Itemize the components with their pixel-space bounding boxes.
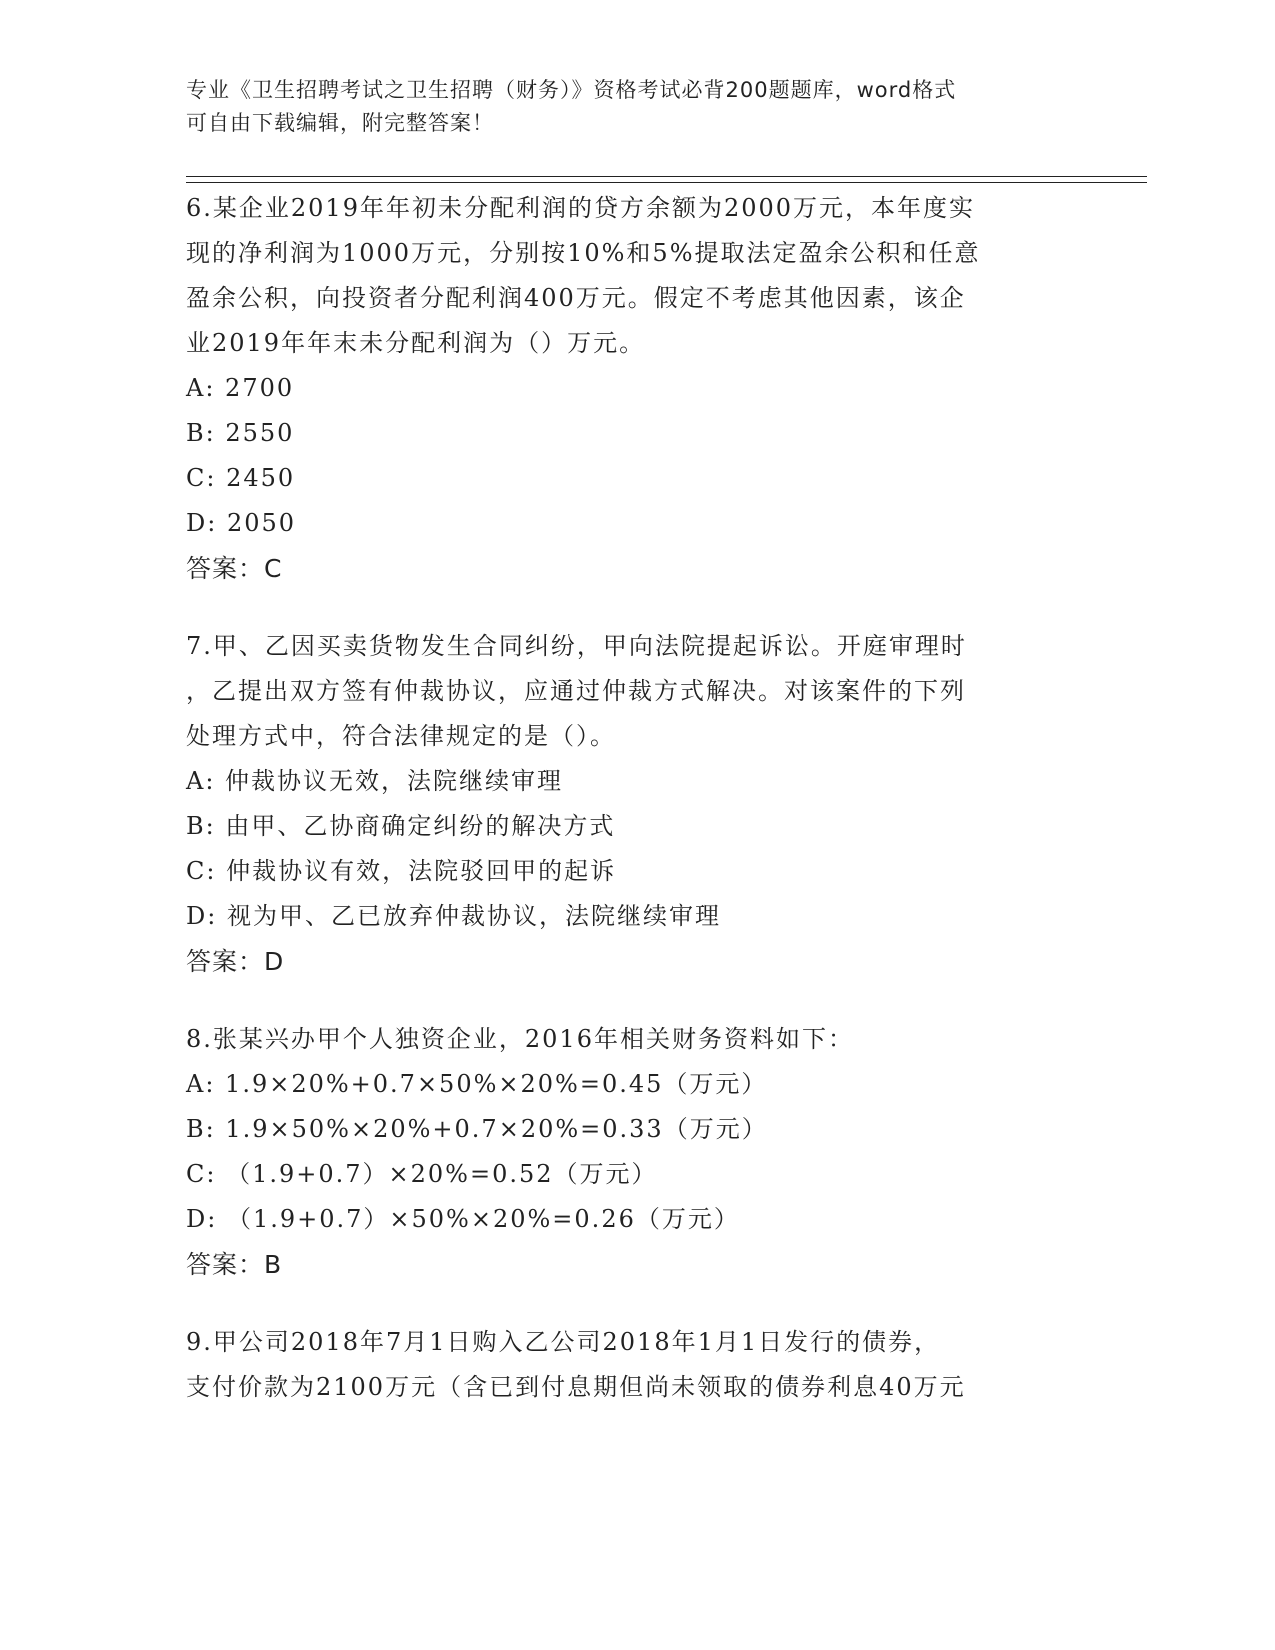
header-divider — [186, 176, 1147, 183]
option-a: A: 2700 — [186, 374, 295, 402]
stem-line: 业2019年年末未分配利润为（）万元。 — [186, 329, 646, 357]
option-a: A: 仲裁协议无效，法院继续审理 — [186, 767, 564, 795]
option-c: C: （1.9+0.7）×20%=0.52（万元） — [186, 1160, 658, 1188]
option-b: B: 由甲、乙协商确定纠纷的解决方式 — [186, 812, 616, 840]
question-stem — [186, 1320, 1086, 1410]
stem-line: 7.甲、乙因买卖货物发生合同纠纷，甲向法院提起诉讼。开庭审理时 — [186, 632, 967, 660]
question-8 — [186, 1017, 1086, 1287]
stem-line: 支付价款为2100万元（含已到付息期但尚未领取的债券利息40万元 — [186, 1373, 966, 1401]
stem-line: 盈余公积，向投资者分配利润400万元。假定不考虑其他因素，该企 — [186, 284, 966, 312]
question-9 — [186, 1320, 1086, 1410]
option-c: C: 仲裁协议有效，法院驳回甲的起诉 — [186, 857, 617, 885]
stem-line: 6.某企业2019年年初未分配利润的贷方余额为2000万元，本年度实 — [186, 194, 976, 222]
option-d: D: 视为甲、乙已放弃仲裁协议，法院继续审理 — [186, 902, 721, 930]
question-stem — [186, 186, 1086, 366]
stem-line: 处理方式中，符合法律规定的是（）。 — [186, 722, 616, 750]
answer-label: 答案：D — [186, 947, 285, 976]
question-stem — [186, 1017, 1086, 1062]
answer-label: 答案：C — [186, 554, 283, 583]
answer-label: 答案：B — [186, 1250, 283, 1279]
question-6 — [186, 186, 1086, 591]
header-line-1: 专业《卫生招聘考试之卫生招聘（财务）》资格考试必背200题题库，word格式 — [186, 78, 957, 102]
question-list — [186, 186, 1086, 1443]
stem-line: 9.甲公司2018年7月1日购入乙公司2018年1月1日发行的债券， — [186, 1328, 941, 1356]
stem-line: ，乙提出双方签有仲裁协议，应通过仲裁方式解决。对该案件的下列 — [186, 677, 966, 705]
stem-line: 8.张某兴办甲个人独资企业，2016年相关财务资料如下： — [186, 1025, 854, 1053]
option-b: B: 2550 — [186, 419, 295, 447]
option-a: A: 1.9×20%+0.7×50%×20%=0.45（万元） — [186, 1070, 768, 1098]
stem-line: 现的净利润为1000万元，分别按10%和5%提取法定盈余公积和任意 — [186, 239, 981, 267]
option-c: C: 2450 — [186, 464, 296, 492]
page-header — [186, 74, 1066, 140]
option-d: D: （1.9+0.7）×50%×20%=0.26（万元） — [186, 1205, 740, 1233]
header-line-2: 可自由下载编辑，附完整答案！ — [186, 111, 494, 135]
option-b: B: 1.9×50%×20%+0.7×20%=0.33（万元） — [186, 1115, 768, 1143]
option-d: D: 2050 — [186, 509, 297, 537]
question-stem — [186, 624, 1086, 759]
question-7 — [186, 624, 1086, 984]
